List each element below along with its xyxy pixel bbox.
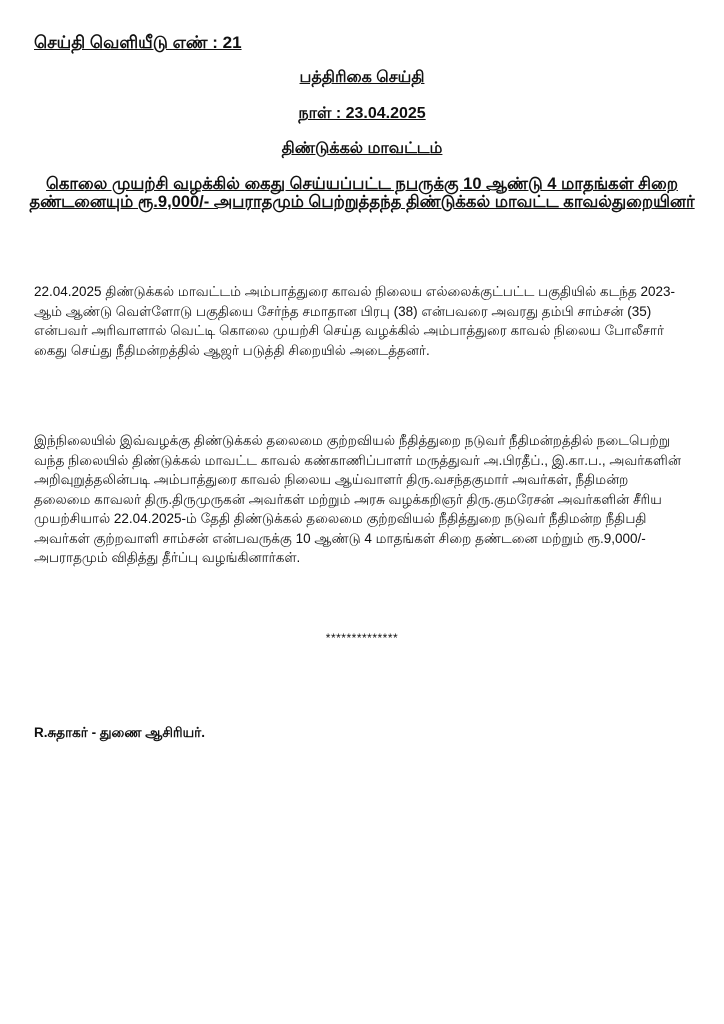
body-paragraph-1: 22.04.2025 திண்டுக்கல் மாவட்டம் அம்பாத்துரை காவல் நிலைய எல்லைக்குட்பட்ட பகுதியில் கடந்த 2023-ஆம் ஆண்டு வெள்ளோடு பகுதியை சேர்ந்த சமாதான பிரபு (38) என்பவரை அவரது தம்பி சாம்சன் (35) என்பவர் அரிவாளால் வெட்டி கொலை முயற்சி செய்த வழக்கில் அம்பாத்துரை காவல் நிலைய போலீசார் கைது செய்து நீதிமன்றத்தில் ஆஜர் படுத்தி சிறையில் அடைத்தனர். (34, 284, 676, 358)
release-number: செய்தி வெளியீடு எண் : 21 (34, 33, 242, 52)
district-heading: திண்டுக்கல் மாவட்டம் (281, 140, 443, 157)
press-title: பத்திரிகை செய்தி (299, 69, 425, 86)
body-paragraph-2: இந்நிலையில் இவ்வழக்கு திண்டுக்கல் தலைமை குற்றவியல் நீதித்துறை நடுவர் நீதிமன்றத்தில் நடைபெற்று வந்த நிலையில் திண்டுக்கல் மாவட்ட காவல் கண்காணிப்பாளர் மருத்துவர் அ.பிரதீப்., இ.கா.ப., அவர்களின் அறிவுறுத்தலின்படி அம்பாத்துரை காவல் நிலைய ஆய்வாளர் திரு.வசந்தகுமார் அவர்கள், நீதிமன்ற தலைமை காவலர் திரு.திருமுருகன் அவர்கள் மற்றும் அரசு வழக்கறிஞர் திரு.குமரேசன் அவர்களின் சீரிய முயற்சியால் 22.04.2025-ம் தேதி திண்டுக்கல் தலைமை குற்றவியல் நீதித்துறை நடுவர் நீதிமன்ற நீதிபதி அவர்கள் குற்றவாளி சாம்சன் என்பவருக்கு 10 ஆண்டு 4 மாதங்கள் சிறை தண்டனை மற்றும் ரூ.9,000/- அபராதமும் விதித்து தீர்ப்பு வழங்கினார்கள். (34, 433, 681, 565)
author-signature: R.சுதாகர் - துணை ஆசிரியர். (34, 725, 205, 740)
release-date: நாள் : 23.04.2025 (298, 105, 426, 122)
news-headline: கொலை முயற்சி வழக்கில் கைது செய்யப்பட்ட நபருக்கு 10 ஆண்டு 4 மாதங்கள் சிறை தண்டனையும் ரூ.9,000/- அபராதமும் பெற்றுத்தந்த திண்டுக்கல் மாவட்ட காவல்துறையினர் (29, 175, 695, 211)
section-separator: ************** (325, 631, 399, 645)
